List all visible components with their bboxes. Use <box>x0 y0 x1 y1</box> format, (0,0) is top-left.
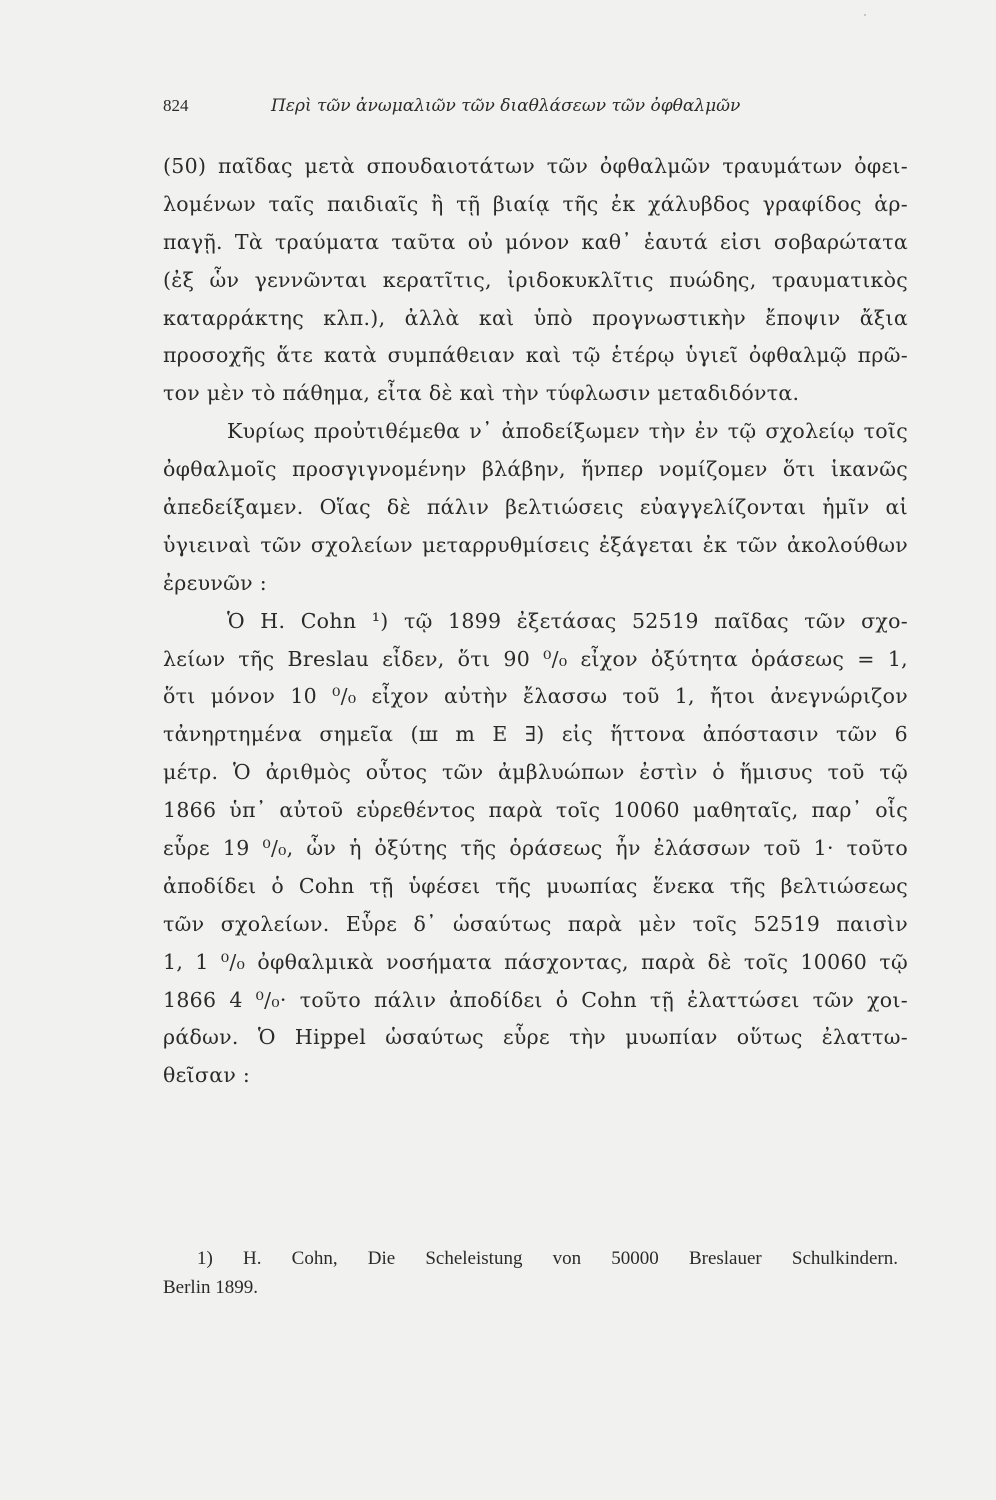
text-line: εὗρε 19 ⁰/₀, ὧν ἡ ὀξύτης τῆς ὁράσεως ἦν ἐλάσσων τοῦ 1· τοῦτο <box>163 836 908 861</box>
footnote-line: Berlin 1899. <box>163 1277 258 1298</box>
text-line: Ὁ H. Cohn ¹) τῷ 1899 ἐξετάσας 52519 παῖδας τῶν σχο- <box>227 608 908 633</box>
text-line: λομένων ταῖς παιδιαῖς ἢ τῇ βιαίᾳ τῆς ἐκ χάλυβδος γραφίδος ἁρ- <box>163 191 908 216</box>
page-number: 824 <box>163 96 189 115</box>
page-header <box>163 96 903 126</box>
text-line: (ἐξ ὧν γεννῶνται κερατῖτις, ἰριδοκυκλῖτις πυώδης, τραυματικὸς <box>163 267 908 292</box>
text-line: (50) παῖδας μετὰ σπουδαιοτάτων τῶν ὀφθαλμῶν τραυμάτων ὀφει- <box>163 154 908 178</box>
text-line: τον μὲν τὸ πάθημα, εἶτα δὲ καὶ τὴν τύφλωσιν μεταδιδόντα. <box>163 381 800 406</box>
text-line: ράδων. Ὁ Hippel ὡσαύτως εὗρε τὴν μυωπίαν οὕτως ἐλαττω- <box>163 1025 908 1050</box>
body-text <box>163 148 908 1095</box>
text-line: ἀποδίδει ὁ Cohn τῇ ὑφέσει τῆς μυωπίας ἕνεκα τῆς βελτιώσεως <box>163 873 908 898</box>
text-line: μέτρ. Ὁ ἀριθμὸς οὗτος τῶν ἀμβλυώπων ἐστὶν ὁ ἥμισυς τοῦ τῷ <box>163 760 908 785</box>
text-line: ὑγιειναὶ τῶν σχολείων μεταρρυθμίσεις ἐξάγεται ἐκ τῶν ἀκολούθων <box>163 532 908 557</box>
text-line: ὀφθαλμοῖς προσγιγνομένην βλάβην, ἥνπερ νομίζομεν ὅτι ἱκανῶς <box>163 457 908 482</box>
text-line: Κυρίως προὐτιθέμεθα ν᾽ ἀποδείξωμεν τὴν ἐν τῷ σχολείῳ τοῖς <box>227 419 908 444</box>
running-title: Περὶ τῶν ἀνωμαλιῶν τῶν διαθλάσεων τῶν ὀφθαλμῶν <box>271 96 741 116</box>
text-line: προσοχῆς ἅτε κατὰ συμπάθειαν καὶ τῷ ἑτέρῳ ὑγιεῖ ὀφθαλμῷ πρῶ- <box>163 343 908 368</box>
text-line: θεῖσαν : <box>163 1063 251 1088</box>
text-line: ὅτι μόνον 10 ⁰/₀ εἶχον αὐτὴν ἔλασσω τοῦ 1, ἤτοι ἀνεγνώριζον <box>163 684 908 709</box>
text-line: παγῇ. Τὰ τραύματα ταῦτα οὐ μόνον καθ᾽ ἑαυτά εἰσι σοβαρώτατα <box>163 229 908 254</box>
text-line: τῶν σχολείων. Εὗρε δ᾽ ὡσαύτως παρὰ μὲν τοῖς 52519 παισὶν <box>163 911 908 936</box>
footnotes <box>163 1244 898 1302</box>
paper-speck <box>864 14 866 16</box>
text-line: τἀνηρτημένα σημεῖα (ш m E ∃) εἰς ἥττονα ἀπόστασιν τῶν 6 <box>163 722 908 747</box>
text-line: 1, 1 ⁰/₀ ὀφθαλμικὰ νοσήματα πάσχοντας, παρὰ δὲ τοῖς 10060 τῷ <box>163 949 908 974</box>
footnote-line: 1) H. Cohn, Die Scheleistung von 50000 Breslauer Schulkindern. <box>197 1248 898 1269</box>
text-line: καταρράκτης κλπ.), ἀλλὰ καὶ ὑπὸ προγνωστικὴν ἔποψιν ἄξια <box>163 305 908 330</box>
text-line: 1866 4 ⁰/₀· τοῦτο πάλιν ἀποδίδει ὁ Cohn τῇ ἐλαττώσει τῶν χοι- <box>163 987 908 1012</box>
text-line: λείων τῆς Breslau εἶδεν, ὅτι 90 ⁰/₀ εἶχον ὀξύτητα ὁράσεως = 1, <box>163 646 908 671</box>
text-line: ἐρευνῶν : <box>163 570 267 595</box>
text-line: ἀπεδείξαμεν. Οἵας δὲ πάλιν βελτιώσεις εὐαγγελίζονται ἡμῖν αἱ <box>163 495 908 520</box>
text-line: 1866 ὑπ᾽ αὐτοῦ εὑρεθέντος παρὰ τοῖς 10060 μαθηταῖς, παρ᾽ οἷς <box>163 798 908 823</box>
